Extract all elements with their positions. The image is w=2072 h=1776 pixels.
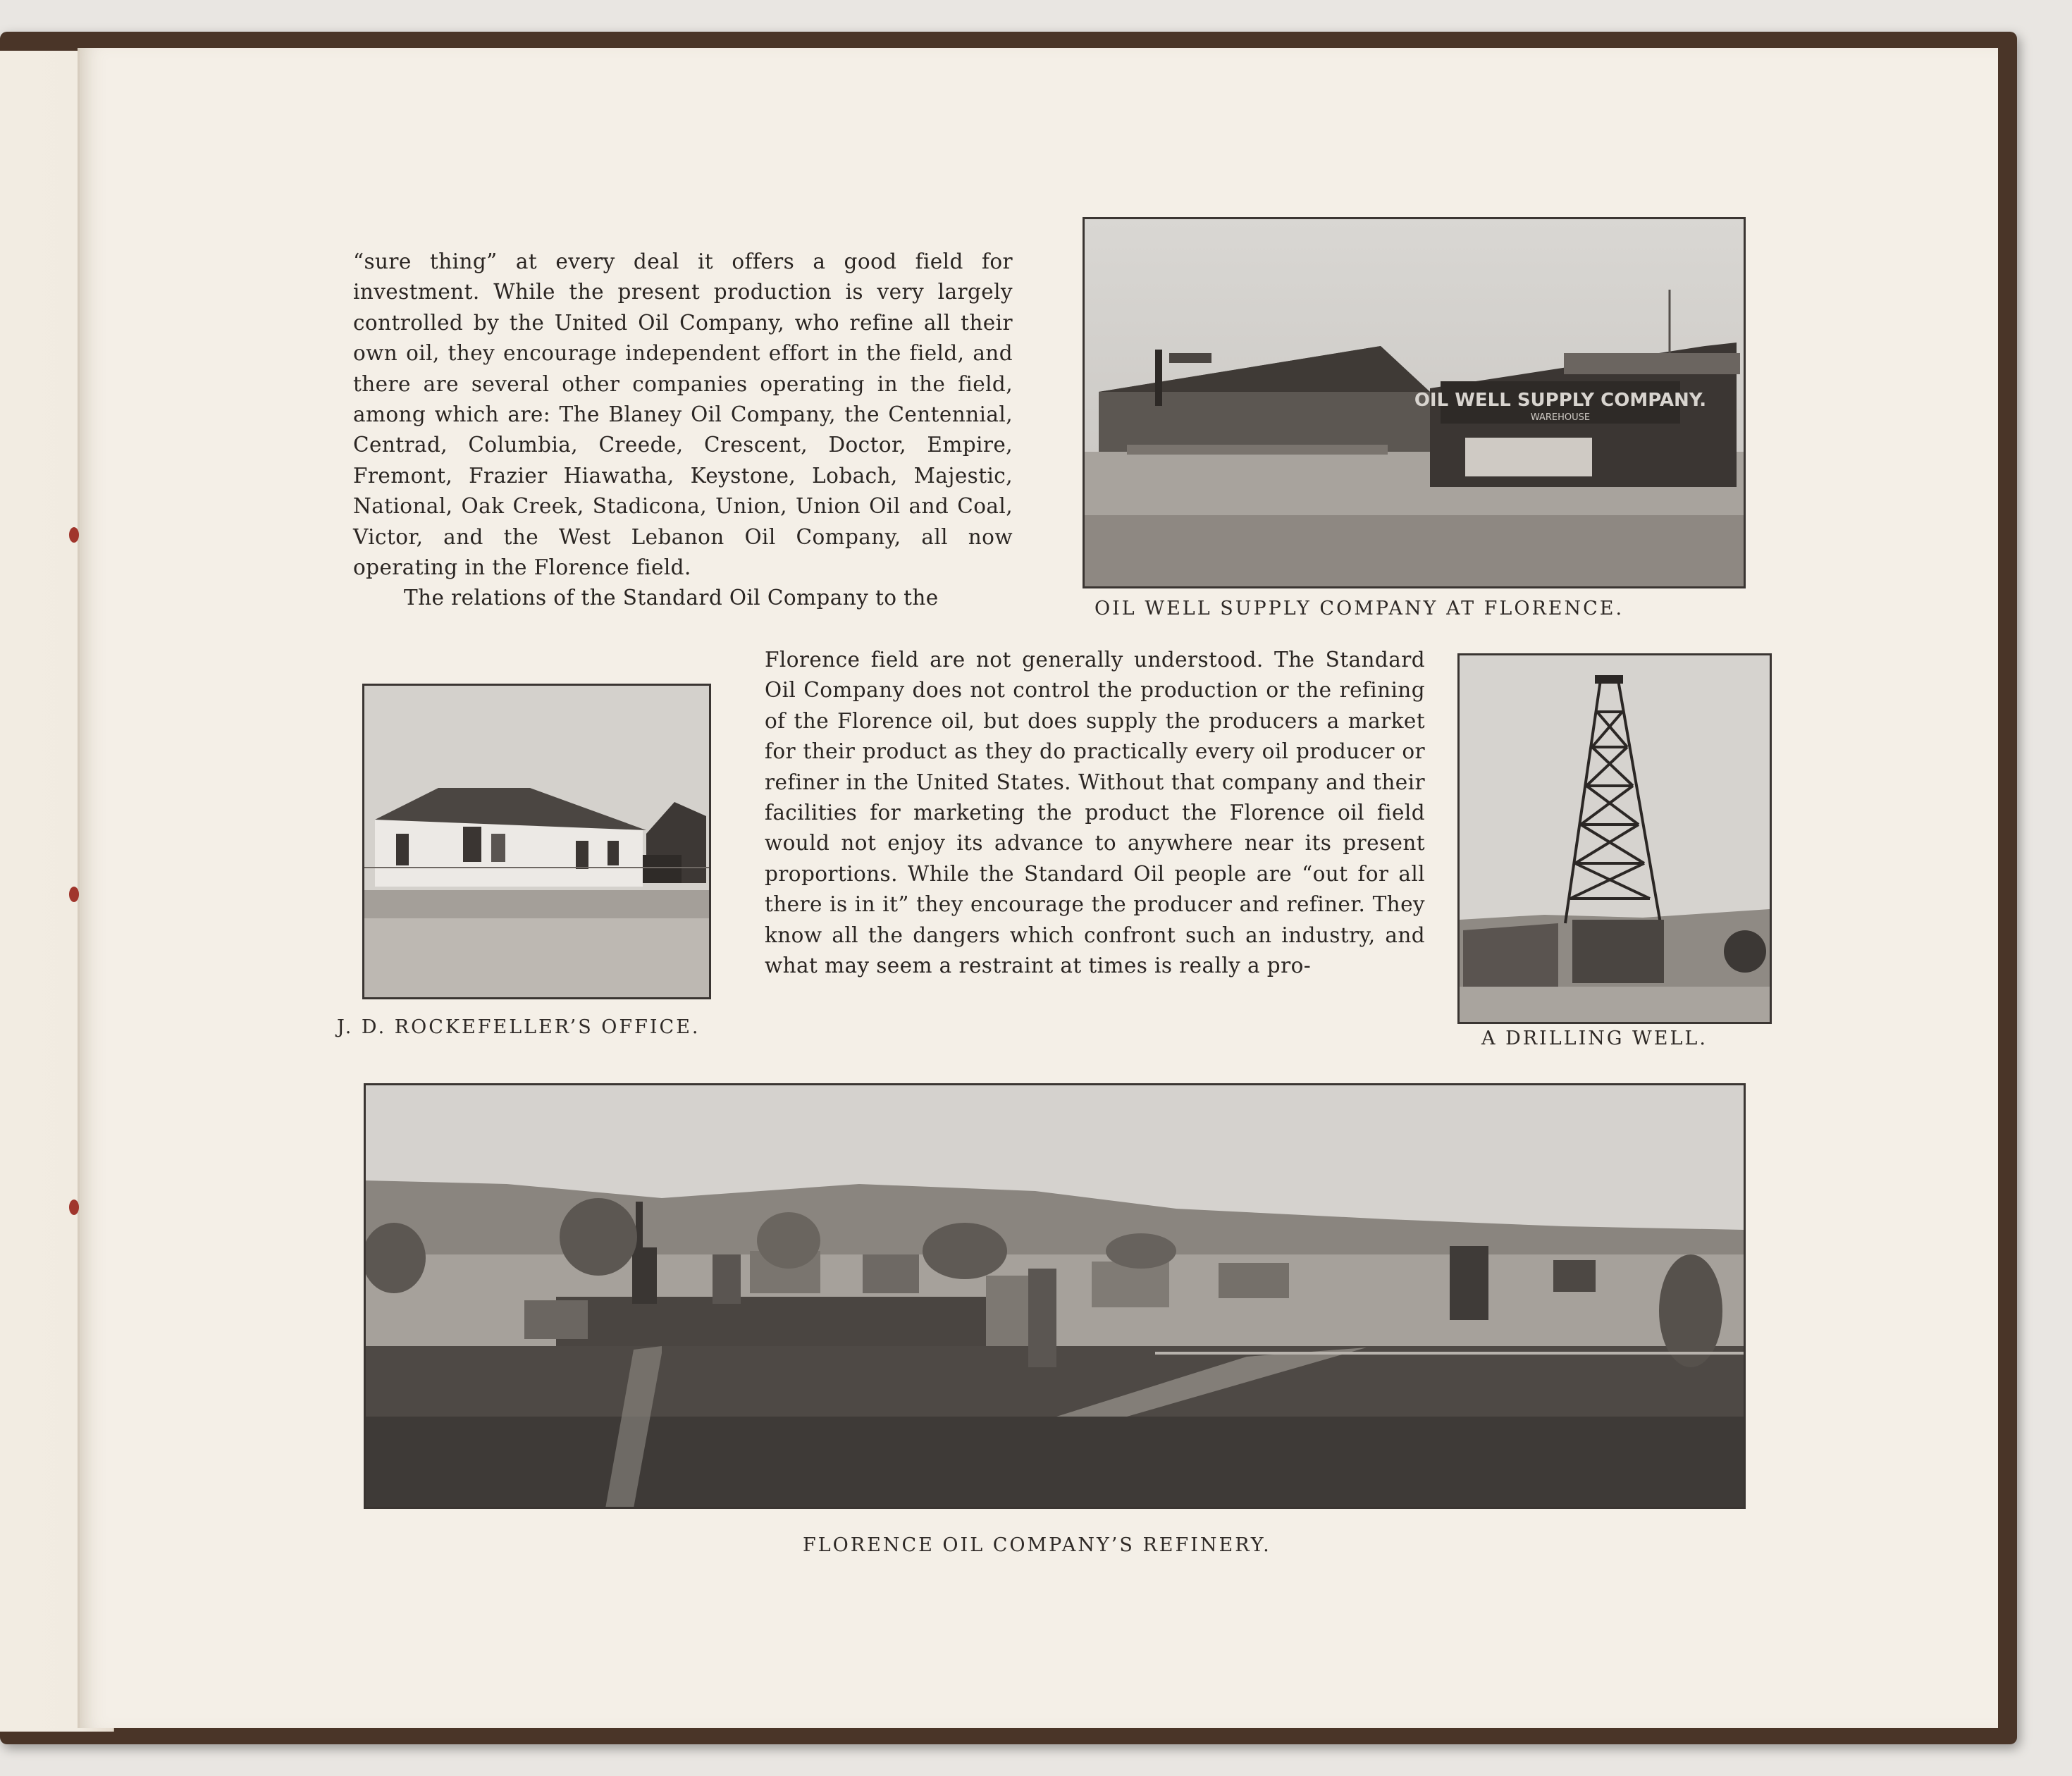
caption-refinery: FLORENCE OIL COMPANY’S REFINERY. — [803, 1534, 1271, 1556]
body-text-middle — [765, 645, 1425, 981]
paragraph-2-start: The relations of the Standard Oil Company to the — [404, 586, 939, 610]
binding-stitch — [69, 887, 79, 902]
paragraph-1: “sure thing” at every deal it offers a good field for investment. While the present production is very largely controlled by the United Oil Company, who refine all their own oil, they encourage independent effort in the field, and there are several other companies operating in the field, among which are: The Blaney Oil Company, the Centennial, Centrad, Columbia, Creede, Crescent, Doctor, Empire, Fremont, Frazier Hiawatha, Keystone, Lobach, Majestic, National, Oak Creek, Stadicona, Union, Union Oil and Coal, Victor, and the West Lebanon Oil Company, all now operating in the Florence field. — [353, 249, 1013, 580]
caption-oil-well-supply: OIL WELL SUPPLY COMPANY AT FLORENCE. — [1094, 598, 1624, 619]
warehouse-sign-subtext: WAREHOUSE — [1530, 412, 1591, 423]
refinery-illustration — [366, 1085, 1744, 1507]
photo-drilling-well — [1457, 653, 1772, 1024]
caption-drilling-well: A DRILLING WELL. — [1481, 1028, 1708, 1049]
binding-stitch — [69, 527, 79, 543]
body-text-top — [353, 247, 1013, 614]
binding-stitch — [69, 1200, 79, 1215]
drilling-well-illustration — [1460, 655, 1770, 1022]
rockefeller-office-illustration — [364, 686, 709, 997]
warehouse-sign-text: OIL WELL SUPPLY COMPANY. — [1414, 390, 1707, 411]
photo-rockefeller-office — [362, 684, 711, 999]
photo-oil-well-supply — [1083, 217, 1746, 588]
caption-rockefeller-office: J. D. ROCKEFELLER’S OFFICE. — [337, 1016, 701, 1038]
photo-refinery — [364, 1083, 1746, 1509]
oil-well-supply-illustration — [1085, 219, 1744, 586]
paragraph-2-continued: Florence field are not generally understood. The Standard Oil Company does not control the production or the refining of the Florence oil, but does supply the producers a market for their product as they do practically every oil producer or refiner in the United States. Without that company and their facilities for marketing the product the Florence oil field would not enjoy its advance to anywhere near its present proportions. While the Standard Oil people are “out for all there is in it” they encourage the producer and refiner. They know all the dangers which confront such an industry, and what may seem a restraint at times is really a pro- — [765, 648, 1425, 978]
